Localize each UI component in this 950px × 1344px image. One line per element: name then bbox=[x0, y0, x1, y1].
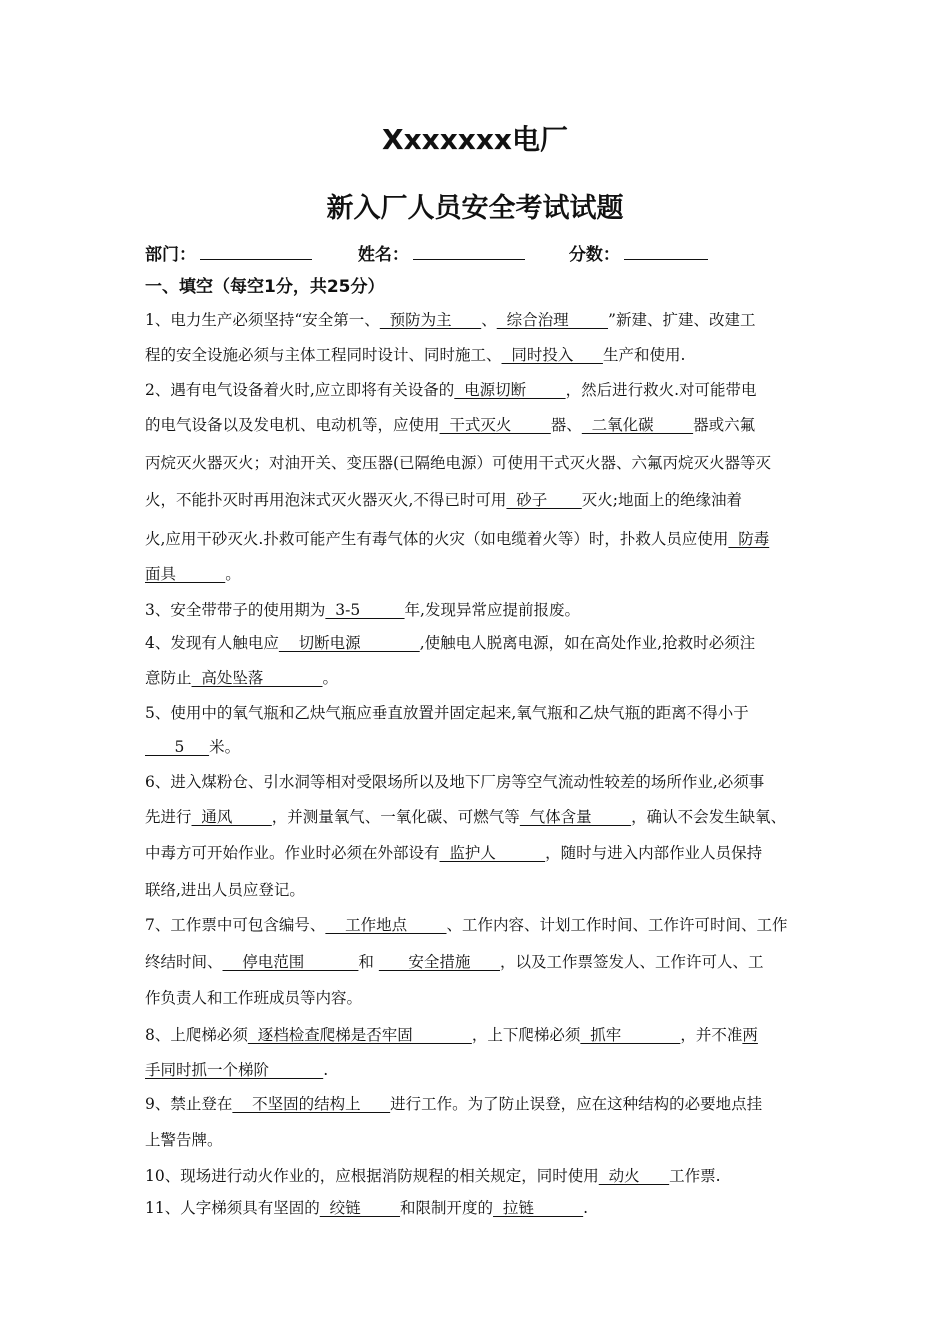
question-text: 器、 bbox=[550, 416, 582, 434]
question-text: ”新建、扩建、改建工 bbox=[608, 311, 756, 329]
text-line bbox=[145, 310, 755, 330]
score-label: 分数： bbox=[568, 245, 620, 265]
answer-blank: 工作地点 bbox=[325, 916, 447, 934]
question-text: 年,发现异常应提前报废。 bbox=[404, 601, 580, 619]
answer-blank: 拉链 bbox=[493, 1199, 584, 1217]
question-text: ，并测量氧气、一氧化碳、可燃气等 bbox=[271, 808, 520, 826]
question-text: 10、现场进行动火作业的，应根据消防规程的相关规定，同时使用 bbox=[145, 1167, 599, 1185]
header-fields bbox=[145, 240, 708, 265]
answer-blank: 综合治理 bbox=[496, 311, 609, 329]
question-text: . bbox=[583, 1199, 589, 1217]
question-text: 器或六氟 bbox=[693, 416, 756, 434]
text-line bbox=[145, 988, 362, 1008]
answer-blank: 通风 bbox=[191, 808, 272, 826]
text-line bbox=[145, 600, 580, 620]
answer-blank: 不坚固的结构上 bbox=[232, 1095, 391, 1113]
name-field bbox=[358, 240, 525, 265]
text-line bbox=[145, 880, 305, 900]
question-text: 11、人字梯须具有坚固的 bbox=[145, 1199, 320, 1217]
question-text: 1、电力生产必须坚持“安全第一、 bbox=[145, 311, 380, 329]
answer-blank: 电源切断 bbox=[454, 381, 566, 399]
answer-blank: 防毒 bbox=[728, 530, 770, 548]
text-line bbox=[145, 1198, 588, 1218]
text-line bbox=[145, 564, 241, 584]
question-text: ，上下爬梯必须 bbox=[471, 1026, 581, 1044]
question-text: 先进行 bbox=[145, 808, 192, 826]
answer-blank: 监护人 bbox=[439, 844, 546, 862]
question-text: 3、安全带带子的使用期为 bbox=[145, 601, 326, 619]
question-text: 、工作内容、计划工作时间、工作许可时间、工作 bbox=[446, 916, 788, 934]
answer-blank: 安全措施 bbox=[378, 953, 500, 971]
answer-blank: 停电范围 bbox=[222, 953, 359, 971]
question-text: 。 bbox=[225, 565, 241, 583]
question-text: 生产和使用. bbox=[602, 346, 686, 364]
question-text: ，随时与进入内部作业人员保持 bbox=[545, 844, 763, 862]
text-line bbox=[145, 380, 757, 400]
text-line bbox=[145, 415, 755, 435]
answer-blank: 两 bbox=[742, 1026, 758, 1044]
question-text: 终结时间、 bbox=[145, 953, 223, 971]
question-text: ，然后进行救火.对可能带电 bbox=[565, 381, 757, 399]
question-text: ，以及工作票签发人、工作许可人、工 bbox=[499, 953, 764, 971]
answer-blank: 动火 bbox=[598, 1167, 670, 1185]
text-line bbox=[145, 807, 786, 827]
question-text: 中毒方可开始作业。作业时必须在外部设有 bbox=[145, 844, 440, 862]
text-line bbox=[145, 737, 240, 757]
question-text: 4、发现有人触电应 bbox=[145, 634, 279, 652]
question-text: . bbox=[323, 1061, 329, 1079]
question-text: 8、上爬梯必须 bbox=[145, 1026, 248, 1044]
question-text: ,使触电人脱离电源，如在高处作业,抢救时必须注 bbox=[419, 634, 756, 652]
document-title: Xxxxxxx电厂 bbox=[382, 123, 568, 156]
question-text: 火,应用干砂灭火.扑救可能产生有毒气体的火灾（如电缆着火等）时，扑救人员应使用 bbox=[145, 530, 729, 548]
question-text: 丙烷灭火器灭火；对油开关、变压器(已隔绝电源）可使用干式灭火器、六氟丙烷灭火器等灭 bbox=[145, 454, 772, 472]
score-blank bbox=[624, 245, 708, 260]
answer-blank: 高处坠落 bbox=[191, 669, 323, 687]
question-text: 联络,进出人员应登记。 bbox=[145, 881, 305, 899]
question-text: 程的安全设施必须与主体工程同时设计、同时施工、 bbox=[145, 346, 502, 364]
text-line bbox=[145, 1130, 223, 1150]
text-line bbox=[145, 1025, 758, 1045]
text-line bbox=[145, 772, 764, 792]
name-blank bbox=[413, 245, 525, 260]
answer-blank: 面具 bbox=[145, 565, 226, 583]
question-text: 和 bbox=[358, 953, 379, 971]
question-text: 6、进入煤粉仓、引水洞等相对受限场所以及地下厂房等空气流动性较差的场所作业,必须事 bbox=[145, 773, 765, 791]
department-blank bbox=[200, 245, 312, 260]
answer-blank: 二氧化碳 bbox=[581, 416, 694, 434]
text-line bbox=[145, 345, 685, 365]
question-text: 2、遇有电气设备着火时,应立即将有关设备的 bbox=[145, 381, 455, 399]
question-text: 和限制开度的 bbox=[400, 1199, 494, 1217]
question-text: 上警告牌。 bbox=[145, 1131, 223, 1149]
answer-blank: 气体含量 bbox=[519, 808, 632, 826]
question-text: 火，不能扑灭时再用泡沫式灭火器灭火,不得已时可用 bbox=[145, 491, 507, 509]
question-text: 5、使用中的氧气瓶和乙炔气瓶应垂直放置并固定起来,氧气瓶和乙炔气瓶的距离不得小于 bbox=[145, 704, 749, 722]
question-text: 灭火;地面上的绝缘油着 bbox=[581, 491, 743, 509]
text-line bbox=[145, 668, 338, 688]
text-line bbox=[145, 703, 749, 723]
text-line bbox=[145, 1166, 721, 1186]
text-line bbox=[145, 453, 771, 473]
question-text: ，并不准 bbox=[680, 1026, 743, 1044]
department-label: 部门： bbox=[145, 245, 196, 265]
question-text: 9、禁止登在 bbox=[145, 1095, 233, 1113]
text-line bbox=[145, 1060, 328, 1080]
text-line bbox=[145, 1094, 762, 1114]
question-text: 7、工作票中可包含编号、 bbox=[145, 916, 326, 934]
text-line bbox=[145, 843, 762, 863]
answer-blank: 手同时抓一个梯阶 bbox=[145, 1061, 324, 1079]
text-line bbox=[145, 915, 788, 935]
question-text: 工作票. bbox=[669, 1167, 721, 1185]
question-text: 米。 bbox=[209, 738, 241, 756]
text-line bbox=[145, 490, 742, 510]
score-field bbox=[569, 240, 708, 265]
name-label: 姓名： bbox=[357, 245, 409, 265]
answer-blank: 预防为主 bbox=[379, 311, 482, 329]
question-text: ，确认不会发生缺氧、 bbox=[631, 808, 787, 826]
question-text: 。 bbox=[322, 669, 339, 687]
answer-blank: 5 bbox=[145, 738, 210, 756]
question-text: 的电气设备以及发电机、电动机等，应使用 bbox=[145, 416, 440, 434]
answer-blank: 同时投入 bbox=[501, 346, 603, 364]
text-line bbox=[145, 633, 755, 653]
text-line bbox=[145, 529, 769, 549]
answer-blank: 绞链 bbox=[319, 1199, 401, 1217]
question-text: 进行工作。为了防止误登，应在这种结构的必要地点挂 bbox=[390, 1095, 763, 1113]
answer-blank: 切断电源 bbox=[278, 634, 420, 652]
answer-blank: 砂子 bbox=[506, 491, 582, 509]
answer-blank: 抓牢 bbox=[580, 1026, 681, 1044]
section-title: 一、填空（每空1分，共25分） bbox=[145, 277, 385, 297]
question-text: 意防止 bbox=[145, 669, 192, 687]
question-text: 、 bbox=[481, 311, 497, 329]
document-subtitle: 新入厂人员安全考试试题 bbox=[326, 193, 624, 224]
department-field bbox=[145, 240, 312, 265]
answer-blank: 干式灭火 bbox=[439, 416, 551, 434]
question-text: 作负责人和工作班成员等内容。 bbox=[145, 989, 363, 1007]
text-line bbox=[145, 952, 764, 972]
answer-blank: 3-5 bbox=[325, 601, 405, 619]
answer-blank: 逐档检查爬梯是否牢固 bbox=[247, 1026, 472, 1044]
